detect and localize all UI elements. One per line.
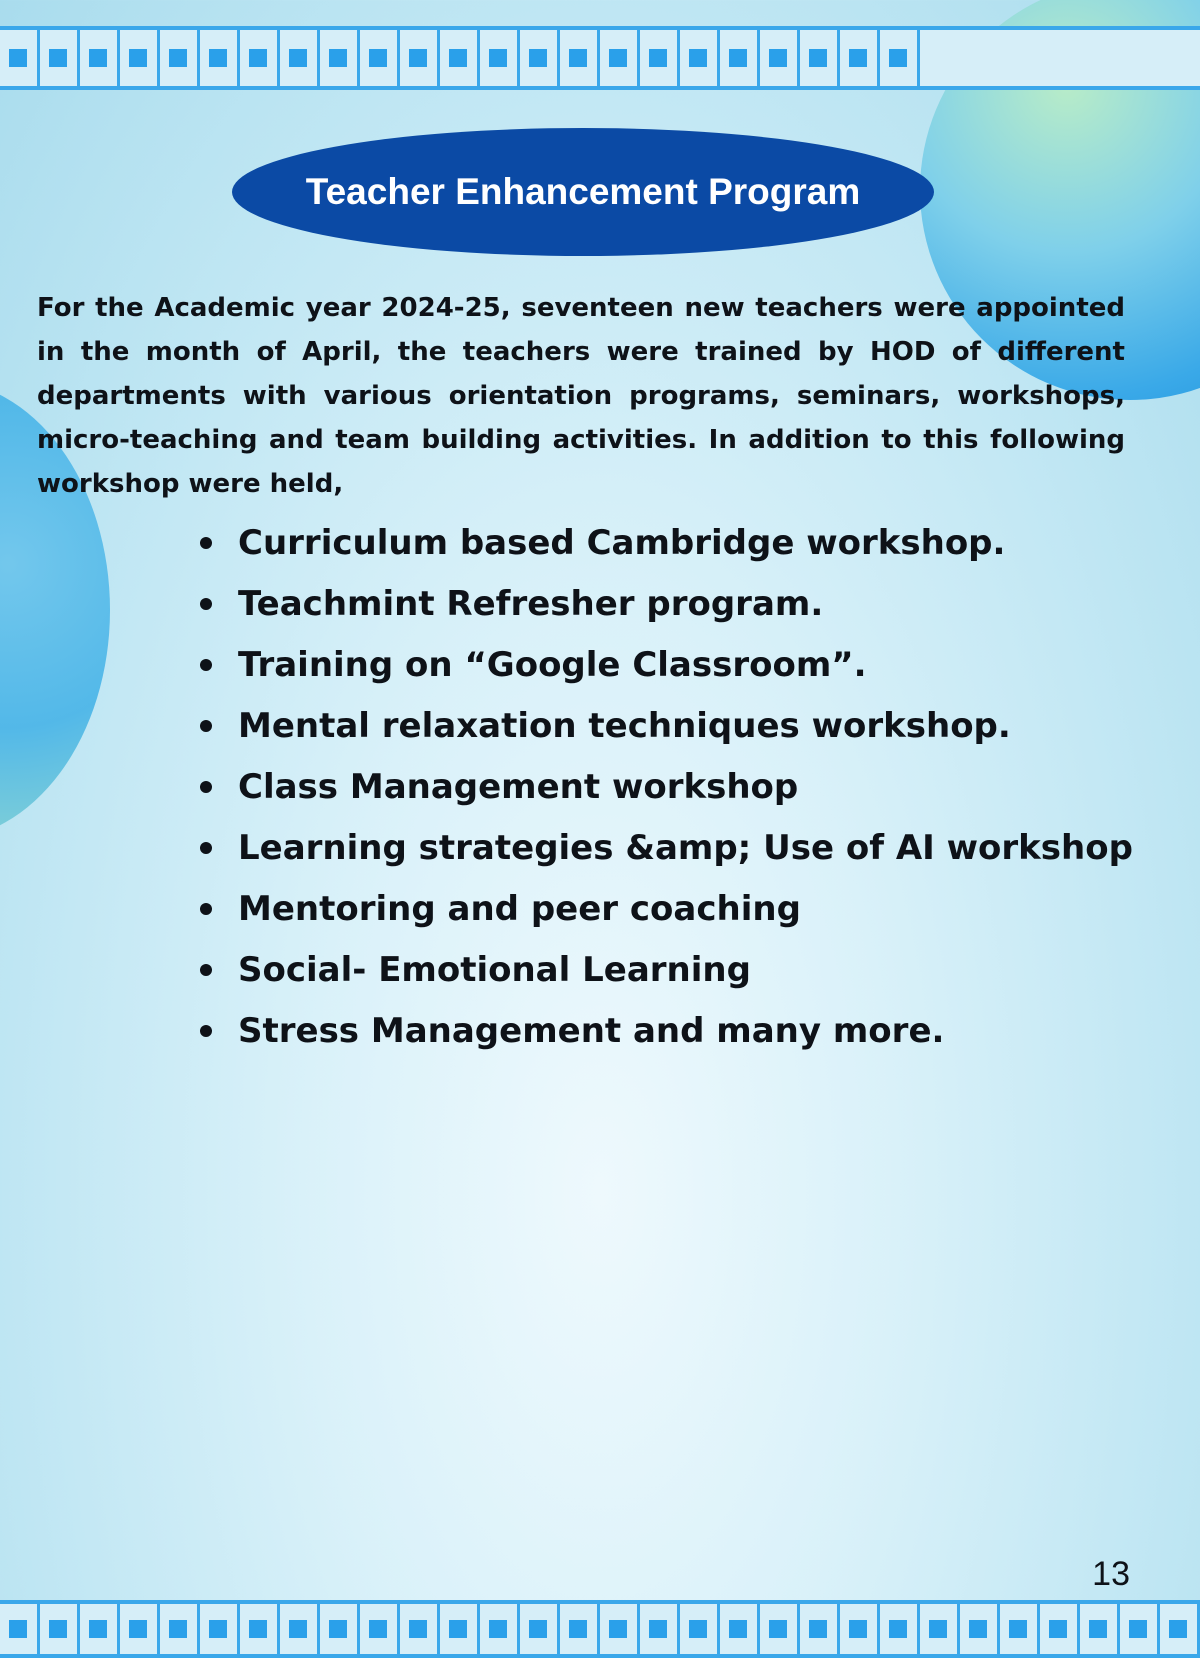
workshop-list xyxy=(200,512,1133,1061)
bullet-icon xyxy=(200,659,212,671)
bullet-icon xyxy=(200,1025,212,1037)
list-item: Mental relaxation techniques workshop. xyxy=(200,695,1133,756)
list-item: Teachmint Refresher program. xyxy=(200,573,1133,634)
page-title: Teacher Enhancement Program xyxy=(305,171,861,212)
bullet-icon xyxy=(200,842,212,854)
bullet-icon xyxy=(200,537,212,549)
list-item: Mentoring and peer coaching xyxy=(200,878,1133,939)
list-item: Learning strategies &amp; Use of AI workshop xyxy=(200,817,1133,878)
bullet-icon xyxy=(200,720,212,732)
bullet-icon xyxy=(200,598,212,610)
top-border-pattern xyxy=(0,26,1200,90)
bullet-icon xyxy=(200,903,212,915)
intro-paragraph: For the Academic year 2024-25, seventeen new teachers were appointed in the month of April, the teachers were trained by HOD of different departments with various orientation programs, seminars, workshops, micro-teaching and team building activities. In addition to this following workshop were held, xyxy=(37,293,1125,499)
list-item: Stress Management and many more. xyxy=(200,1000,1133,1061)
bullet-icon xyxy=(200,964,212,976)
bottom-border-pattern xyxy=(0,1600,1200,1658)
bullet-icon xyxy=(200,781,212,793)
page-number: 13 xyxy=(1092,1555,1130,1593)
list-item: Class Management workshop xyxy=(200,756,1133,817)
page-title-banner xyxy=(232,128,934,256)
list-item: Curriculum based Cambridge workshop. xyxy=(200,512,1133,573)
list-item: Social- Emotional Learning xyxy=(200,939,1133,1000)
list-item: Training on “Google Classroom”. xyxy=(200,634,1133,695)
